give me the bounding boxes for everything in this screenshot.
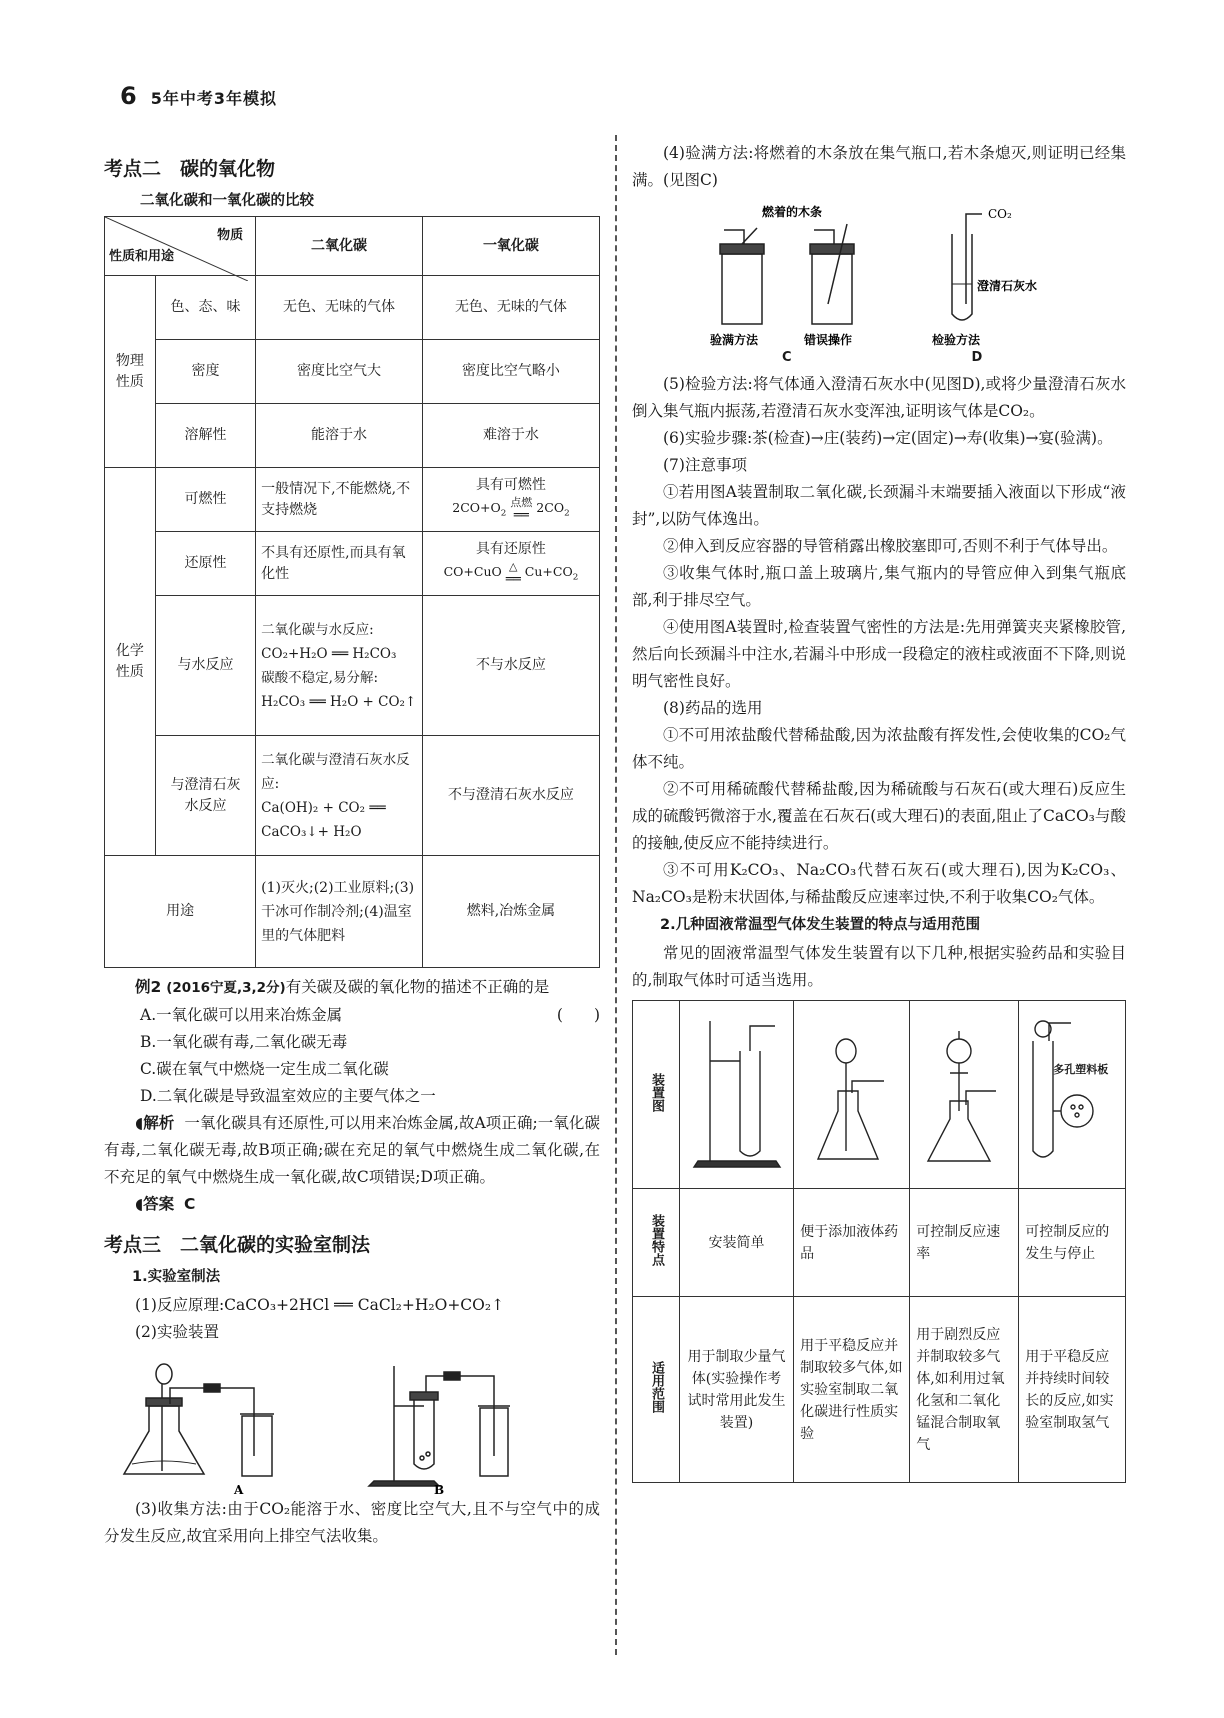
page-number: 6	[120, 82, 137, 110]
cell-co-solubility: 难溶于水	[422, 404, 599, 468]
answer-label-text: 答案	[143, 1195, 175, 1213]
section3-title: 考点三 二氧化碳的实验室制法	[104, 1234, 371, 1256]
comparison-table-title: 二氧化碳和一氧化碳的比较	[140, 193, 314, 209]
row-label-water: 与水反应	[155, 596, 255, 736]
fig-label-b: B	[434, 1483, 445, 1496]
generator-table	[632, 1000, 1126, 1483]
eq-right: 2CO	[536, 499, 565, 515]
cell-co2-reducibility: 不具有还原性,而具有氧化性	[256, 532, 423, 596]
row-label-reducibility: 还原性	[155, 532, 255, 596]
row-label-solubility: 溶解性	[155, 404, 255, 468]
cell-co-color: 无色、无味的气体	[422, 276, 599, 340]
feature-3: 可控制反应速率	[910, 1189, 1019, 1297]
example-tag: 例2	[135, 978, 162, 996]
reagents-heading: (8)药品的选用	[663, 699, 763, 717]
group-physical: 物理 性质	[105, 276, 156, 468]
cell-co-density: 密度比空气略小	[422, 340, 599, 404]
cell-co2-limewater	[256, 736, 423, 856]
row-label-limewater: 与澄清石灰水反应	[155, 736, 255, 856]
row-label-uses: 用途	[105, 856, 256, 968]
analysis-label-text: 解析	[143, 1114, 175, 1132]
row-header-features-text: 装置特点	[649, 1214, 664, 1266]
series-title: 5年中考3年模拟	[150, 89, 277, 108]
reagent-note-2: ②不可用稀硫酸代替稀盐酸,因为稀硫酸与石灰石(或大理石)反应生成的硫酸钙微溶于水,覆盖在石灰石(或大理石)的表面,阻止了CaCO₃与酸的接触,使反应不能持续进行。	[632, 780, 1126, 852]
fig-wrong-label: 错误操作	[804, 333, 853, 347]
co2-limewater-equation: Ca(OH)₂ + CO₂ ══ CaCO₃↓+ H₂O	[261, 799, 386, 840]
cell-co2-density: 密度比空气大	[256, 340, 423, 404]
option-a: A.一氧化碳可以用来冶炼金属	[140, 1006, 343, 1024]
eq-right: Cu+CO	[524, 563, 573, 579]
row-label-color: 色、态、味	[155, 276, 255, 340]
example2	[104, 974, 600, 1218]
answer-line	[104, 1191, 600, 1218]
row-header-diagram-text: 装置图	[649, 1072, 664, 1112]
diagram-2	[794, 1001, 910, 1189]
experiment-steps: (6)实验步骤:茶(检查)→庄(装药)→定(固定)→寿(收集)→宴(验满)。	[663, 429, 1113, 447]
co-reduction-equation: CO+CuO △ ══ $Cu+CO_2$	[443, 559, 579, 586]
header-properties: 性质和用途	[109, 249, 175, 264]
example-question: 有关碳及碳的氧化物的描述不正确的是	[285, 978, 550, 996]
cell-co-flammability	[422, 468, 599, 532]
cell-co2-uses: (1)灭火;(2)工业原料;(3)干冰可作制冷剂;(4)温室里的气体肥料	[256, 856, 423, 968]
eq-condition: △	[509, 559, 518, 573]
row-label-flammability: 可燃性	[155, 468, 255, 532]
apparatus-ab-figure	[104, 1346, 600, 1496]
answer-value: C	[184, 1195, 196, 1213]
page-header	[120, 82, 277, 112]
cell-co-reducibility	[422, 532, 599, 596]
option-d: D.二氧化碳是导致温室效应的主要气体之一	[140, 1087, 436, 1105]
precaution-2: ②伸入到反应容器的导管稍露出橡胶塞即可,否则不利于气体导出。	[663, 537, 1118, 555]
range-4: 用于平稳反应并持续时间较长的反应,如实验室制取氢气	[1019, 1297, 1126, 1483]
column-divider	[615, 135, 617, 1655]
collection-method: (3)收集方法:由于CO₂能溶于水、密度比空气大,且不与空气中的成分发生反应,故宜采用向上排空气法收集。	[104, 1500, 600, 1545]
eq-left: 2CO+O	[452, 499, 501, 515]
reagent-note-1: ①不可用浓盐酸代替稀盐酸,因为浓盐酸有挥发性,会使收集的CO₂气体不纯。	[632, 726, 1126, 771]
co2-water-equation: CO₂+H₂O ══ H₂CO₃	[261, 645, 397, 662]
eq-condition: 点燃	[510, 495, 533, 509]
row-header-features	[633, 1189, 680, 1297]
co2-co-comparison-table	[104, 216, 600, 968]
feature-1: 安装简单	[680, 1189, 794, 1297]
apparatus-cd-figure	[632, 194, 1126, 354]
header-co2: 二氧化碳	[256, 217, 423, 276]
precautions-heading: (7)注意事项	[663, 456, 747, 474]
co-reducing-text: 具有还原性	[475, 540, 546, 557]
generator-subtitle: 2.几种固液常温型气体发生装置的特点与适用范围	[660, 917, 981, 933]
range-3: 用于剧烈反应并制取较多气体,如利用过氧化氢和二氧化锰混合制取氧气	[910, 1297, 1019, 1483]
feature-2: 便于添加液体药品	[794, 1189, 910, 1297]
diagram-1	[680, 1001, 794, 1189]
diagram-4	[1019, 1001, 1126, 1189]
fig-full-label: 验满方法	[710, 333, 759, 347]
cell-co2-color: 无色、无味的气体	[256, 276, 423, 340]
option-c: C.碳在氧气中燃烧一定生成二氧化碳	[140, 1060, 389, 1078]
analysis-paragraph	[104, 1110, 600, 1191]
right-column	[632, 140, 1126, 1483]
fig-label-c: C	[782, 350, 792, 365]
left-column	[104, 150, 600, 1550]
row-header-range-text: 适用范围	[649, 1361, 664, 1413]
eq-condition-arrow: 点燃 ══	[510, 495, 533, 522]
answer-bracket: ( )	[556, 1006, 600, 1024]
fig-label-a: A	[234, 1483, 244, 1496]
co2-water-line3: 碳酸不稳定,易分解:	[261, 669, 379, 686]
cell-co2-water	[256, 596, 423, 736]
feature-4: 可控制反应的发生与停止	[1019, 1189, 1126, 1297]
option-b: B.一氧化碳有毒,二氧化碳无毒	[140, 1033, 348, 1051]
apparatus-heading: (2)实验装置	[135, 1323, 219, 1341]
co-flammable-text: 具有可燃性	[475, 476, 546, 493]
analysis-label: ◖解析	[135, 1114, 175, 1132]
cell-co-limewater: 不与澄清石灰水反应	[422, 736, 599, 856]
cell-co2-solubility: 能溶于水	[256, 404, 423, 468]
test-tube-stand-icon	[680, 1001, 788, 1181]
eq-condition-arrow: △ ══	[505, 559, 521, 586]
row-label-density: 密度	[155, 340, 255, 404]
funnel-flask-icon	[794, 1001, 902, 1181]
full-test-method: (4)验满方法:将燃着的木条放在集气瓶口,若木条熄灭,则证明已经集满。(见图C)	[632, 144, 1126, 189]
precaution-1: ①若用图A装置制取二氧化碳,长颈漏斗末端要插入液面以下形成“液封”,以防气体逸出。	[632, 483, 1126, 528]
reagent-note-3: ③不可用K₂CO₃、Na₂CO₃代替石灰石(或大理石),因为K₂CO₃、Na₂CO₃是粉末状固体,与稀盐酸反应速率过快,不利于收集CO₂气体。	[632, 861, 1126, 906]
section2-title: 考点二 碳的氧化物	[104, 158, 276, 180]
co-combustion-equation: $2CO+O_2$ 点燃 ══ $2CO_2$	[452, 495, 570, 522]
precaution-4: ④使用图A装置时,检查装置气密性的方法是:先用弹簧夹夹紧橡胶管,然后向长颈漏斗中注水,若漏斗中形成一段稳定的液柱或液面不下降,则说明气密性良好。	[632, 618, 1126, 690]
range-1: 用于制取少量气体(实验操作考试时常用此发生装置)	[680, 1297, 794, 1483]
cell-co2-flammability: 一般情况下,不能燃烧,不支持燃烧	[256, 468, 423, 532]
fig-label-d: D	[971, 350, 983, 365]
precaution-3: ③收集气体时,瓶口盖上玻璃片,集气瓶内的导管应伸入到集气瓶底部,利于排尽空气。	[632, 564, 1126, 609]
eq-left: CO+CuO	[443, 563, 502, 579]
cell-co-uses: 燃料,冶炼金属	[422, 856, 599, 968]
range-2: 用于平稳反应并制取较多气体,如实验室制取二氧化碳进行性质实验	[794, 1297, 910, 1483]
porous-plate-tube-icon	[1019, 1001, 1119, 1181]
cell-co-water: 不与水反应	[422, 596, 599, 736]
co2-water-line1: 二氧化碳与水反应:	[261, 621, 374, 638]
header-co: 一氧化碳	[422, 217, 599, 276]
row-header-diagram	[633, 1001, 680, 1189]
separatory-funnel-flask-icon	[910, 1001, 1010, 1181]
example-source: (2016宁夏,3,2分)	[166, 980, 286, 996]
header-substance: 物质	[217, 228, 244, 243]
group-chemical: 化学 性质	[105, 468, 156, 856]
fig-limewater-label: 澄清石灰水	[977, 279, 1038, 293]
figure-cd-captions	[632, 350, 1126, 365]
fig-burning-label: 燃着的木条	[762, 205, 823, 219]
co2-limewater-line1: 二氧化碳与澄清石灰水反应:	[261, 751, 410, 792]
fig-co2-label: CO₂	[988, 207, 1012, 221]
answer-label: ◖答案	[135, 1195, 175, 1213]
diagram-3	[910, 1001, 1019, 1189]
test-method: (5)检验方法:将气体通入澄清石灰水中(见图D),或将少量澄清石灰水倒入集气瓶内振荡,若澄清石灰水变浑浊,证明该气体是CO₂。	[632, 375, 1126, 420]
diagonal-header-cell	[105, 217, 256, 276]
reaction-principle: (1)反应原理:CaCO₃+2HCl ══ CaCl₂+H₂O+CO₂↑	[135, 1296, 505, 1314]
lab-method-subtitle: 1.实验室制法	[132, 1269, 221, 1285]
porous-plate-label: 多孔塑料板	[1053, 1063, 1109, 1076]
generator-intro: 常见的固液常温型气体发生装置有以下几种,根据实验药品和实验目的,制取气体时可适当选用。	[632, 944, 1126, 989]
carbonic-acid-equation: H₂CO₃ ══ H₂O + CO₂↑	[261, 693, 417, 710]
row-header-range	[633, 1297, 680, 1483]
fig-test-label: 检验方法	[932, 333, 981, 347]
analysis-text: 一氧化碳具有还原性,可以用来冶炼金属,故A项正确;一氧化碳有毒,二氧化碳无毒,故B项正确;碳在充足的氧气中燃烧生成二氧化碳,在不充足的氧气中燃烧生成一氧化碳,故C项错误;D项正确。	[104, 1114, 600, 1186]
